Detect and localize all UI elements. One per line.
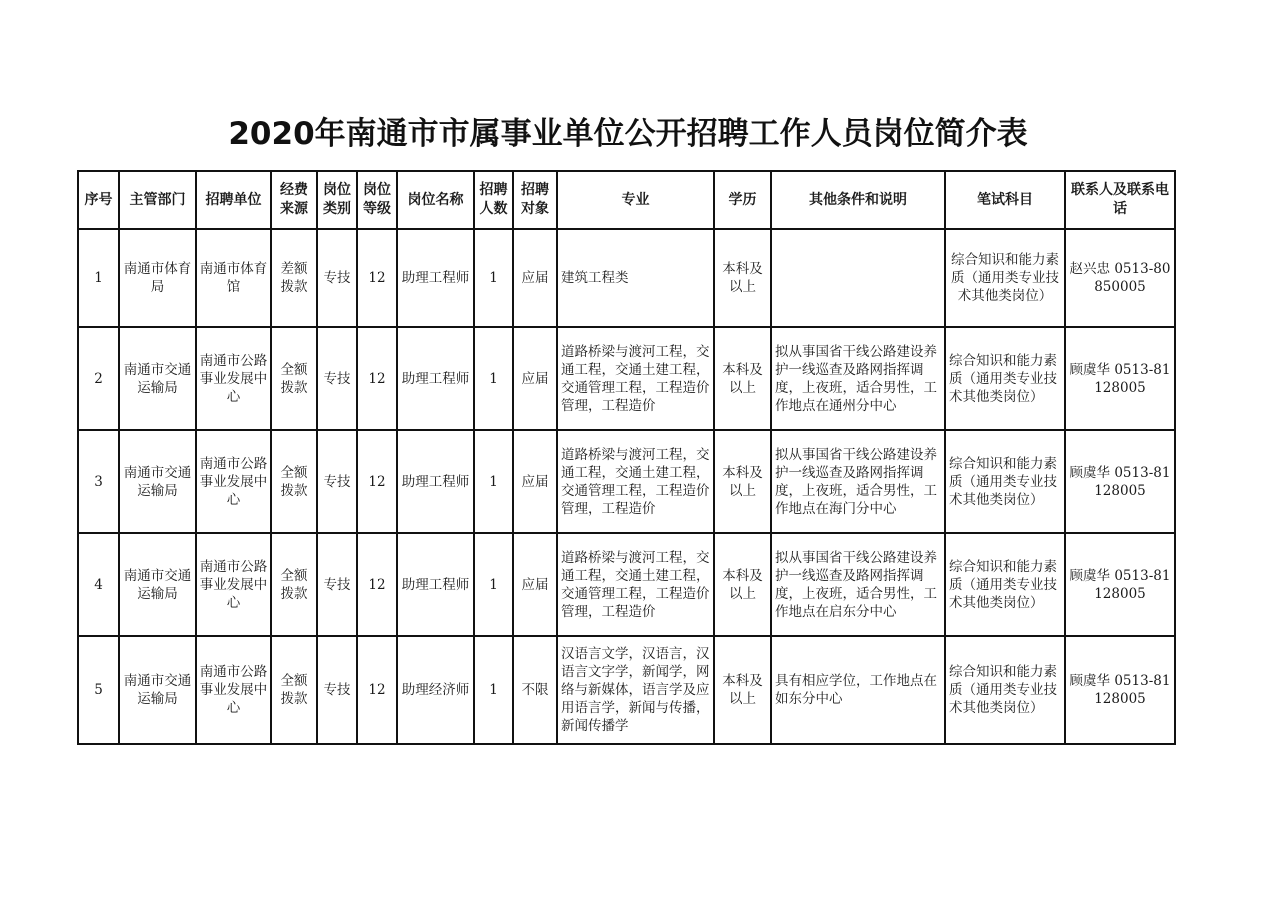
cell-category: 专技	[317, 430, 357, 533]
cell-funding: 差额拨款	[271, 229, 317, 327]
cell-count: 1	[474, 430, 513, 533]
cell-department: 南通市交通运输局	[119, 636, 196, 744]
header-no: 序号	[78, 171, 119, 229]
cell-unit: 南通市公路事业发展中心	[196, 533, 271, 636]
cell-notes: 拟从事国省干线公路建设养护一线巡查及路网指挥调度，上夜班，适合男性，工作地点在通州分中心	[771, 327, 945, 430]
cell-contact: 赵兴忠 0513-80850005	[1065, 229, 1175, 327]
cell-target: 不限	[513, 636, 557, 744]
cell-level: 12	[357, 636, 397, 744]
header-category: 岗位类别	[317, 171, 357, 229]
cell-education: 本科及以上	[714, 636, 771, 744]
cell-position: 助理工程师	[397, 229, 474, 327]
cell-position: 助理工程师	[397, 533, 474, 636]
cell-notes: 具有相应学位，工作地点在如东分中心	[771, 636, 945, 744]
cell-category: 专技	[317, 533, 357, 636]
cell-notes	[771, 229, 945, 327]
cell-position: 助理经济师	[397, 636, 474, 744]
cell-no: 2	[78, 327, 119, 430]
page-title: 2020年南通市市属事业单位公开招聘工作人员岗位简介表	[228, 116, 1028, 152]
cell-no: 3	[78, 430, 119, 533]
cell-exam: 综合知识和能力素质（通用类专业技术其他类岗位）	[945, 327, 1065, 430]
cell-count: 1	[474, 636, 513, 744]
header-major: 专业	[557, 171, 714, 229]
header-level: 岗位等级	[357, 171, 397, 229]
cell-unit: 南通市公路事业发展中心	[196, 327, 271, 430]
cell-funding: 全额拨款	[271, 327, 317, 430]
header-count: 招聘人数	[474, 171, 513, 229]
cell-contact: 顾虞华 0513-81128005	[1065, 327, 1175, 430]
cell-target: 应届	[513, 229, 557, 327]
cell-no: 4	[78, 533, 119, 636]
cell-unit: 南通市公路事业发展中心	[196, 430, 271, 533]
cell-target: 应届	[513, 430, 557, 533]
cell-department: 南通市交通运输局	[119, 327, 196, 430]
header-department: 主管部门	[119, 171, 196, 229]
cell-major: 道路桥梁与渡河工程，交通工程，交通土建工程，交通管理工程，工程造价管理，工程造价	[557, 430, 714, 533]
cell-major: 道路桥梁与渡河工程，交通工程，交通土建工程，交通管理工程，工程造价管理，工程造价	[557, 327, 714, 430]
cell-exam: 综合知识和能力素质（通用类专业技术其他类岗位）	[945, 430, 1065, 533]
cell-level: 12	[357, 229, 397, 327]
cell-contact: 顾虞华 0513-81128005	[1065, 533, 1175, 636]
cell-notes: 拟从事国省干线公路建设养护一线巡查及路网指挥调度，上夜班，适合男性，工作地点在海门分中心	[771, 430, 945, 533]
header-contact: 联系人及联系电话	[1065, 171, 1175, 229]
cell-unit: 南通市公路事业发展中心	[196, 636, 271, 744]
cell-funding: 全额拨款	[271, 533, 317, 636]
cell-level: 12	[357, 430, 397, 533]
cell-contact: 顾虞华 0513-81128005	[1065, 636, 1175, 744]
cell-unit: 南通市体育馆	[196, 229, 271, 327]
cell-count: 1	[474, 327, 513, 430]
cell-contact: 顾虞华 0513-81128005	[1065, 430, 1175, 533]
cell-education: 本科及以上	[714, 327, 771, 430]
cell-major: 道路桥梁与渡河工程，交通工程，交通土建工程，交通管理工程，工程造价管理，工程造价	[557, 533, 714, 636]
cell-department: 南通市交通运输局	[119, 430, 196, 533]
header-row	[78, 171, 1175, 229]
table-row	[78, 327, 1175, 430]
positions-table	[77, 170, 1176, 745]
table-row	[78, 636, 1175, 744]
table-row	[78, 533, 1175, 636]
cell-department: 南通市交通运输局	[119, 533, 196, 636]
cell-target: 应届	[513, 533, 557, 636]
cell-count: 1	[474, 229, 513, 327]
cell-education: 本科及以上	[714, 229, 771, 327]
cell-position: 助理工程师	[397, 430, 474, 533]
cell-exam: 综合知识和能力素质（通用类专业技术其他类岗位）	[945, 229, 1065, 327]
header-notes: 其他条件和说明	[771, 171, 945, 229]
cell-funding: 全额拨款	[271, 430, 317, 533]
cell-education: 本科及以上	[714, 430, 771, 533]
cell-no: 1	[78, 229, 119, 327]
cell-exam: 综合知识和能力素质（通用类专业技术其他类岗位）	[945, 533, 1065, 636]
header-unit: 招聘单位	[196, 171, 271, 229]
cell-department: 南通市体育局	[119, 229, 196, 327]
header-funding: 经费来源	[271, 171, 317, 229]
cell-category: 专技	[317, 327, 357, 430]
cell-education: 本科及以上	[714, 533, 771, 636]
header-exam: 笔试科目	[945, 171, 1065, 229]
cell-level: 12	[357, 327, 397, 430]
cell-notes: 拟从事国省干线公路建设养护一线巡查及路网指挥调度，上夜班，适合男性，工作地点在启东分中心	[771, 533, 945, 636]
cell-no: 5	[78, 636, 119, 744]
cell-category: 专技	[317, 636, 357, 744]
cell-exam: 综合知识和能力素质（通用类专业技术其他类岗位）	[945, 636, 1065, 744]
cell-target: 应届	[513, 327, 557, 430]
cell-level: 12	[357, 533, 397, 636]
table-row	[78, 430, 1175, 533]
cell-funding: 全额拨款	[271, 636, 317, 744]
cell-category: 专技	[317, 229, 357, 327]
cell-major: 汉语言文学，汉语言，汉语言文字学，新闻学，网络与新媒体，语言学及应用语言学，新闻与传播，新闻传播学	[557, 636, 714, 744]
cell-position: 助理工程师	[397, 327, 474, 430]
header-target: 招聘对象	[513, 171, 557, 229]
cell-major: 建筑工程类	[557, 229, 714, 327]
cell-count: 1	[474, 533, 513, 636]
header-education: 学历	[714, 171, 771, 229]
header-position: 岗位名称	[397, 171, 474, 229]
table-row	[78, 229, 1175, 327]
